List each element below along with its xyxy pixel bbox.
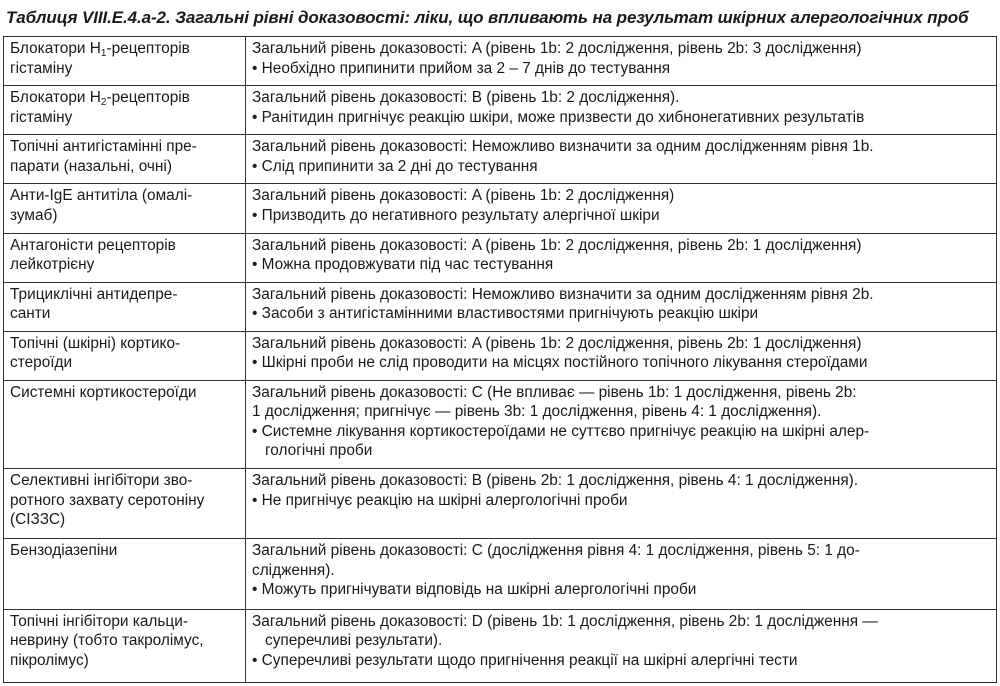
table-row bbox=[4, 380, 997, 468]
drug-label-line: Анти-IgE антитіла (омалі- bbox=[10, 187, 193, 205]
drug-label-line: Селективні інгібітори зво- bbox=[10, 472, 193, 490]
table-title: Таблиця VIII.E.4.a-2. Загальні рівні доказовості: ліки, що впливають на результат шкірних алергологічних проб bbox=[6, 8, 969, 27]
drug-subscript: 1 bbox=[100, 48, 107, 59]
drug-cell bbox=[4, 539, 246, 609]
evidence-note: • Можуть пригнічувати відповідь на шкірні алергологічні проби bbox=[252, 580, 990, 600]
drug-label-line: лейкотрієну bbox=[10, 256, 95, 274]
drug-cell bbox=[4, 86, 246, 135]
table-row bbox=[4, 135, 997, 184]
evidence-note: • Не пригнічує реакцію на шкірні алергологічні проби bbox=[252, 491, 990, 511]
table-row bbox=[4, 331, 997, 380]
table-row bbox=[4, 184, 997, 233]
evidence-level: Загальний рівень доказовості: Неможливо визначити за одним дослідженням рівня 1b. bbox=[252, 138, 874, 156]
evidence-cell bbox=[246, 37, 997, 86]
evidence-level: слідження). bbox=[252, 561, 335, 579]
drug-cell bbox=[4, 135, 246, 184]
drug-label-line: зумаб) bbox=[10, 206, 58, 224]
table-row bbox=[4, 282, 997, 331]
drug-label-part: Блокатори H bbox=[10, 40, 101, 57]
evidence-cell bbox=[246, 331, 997, 380]
evidence-table bbox=[3, 36, 997, 683]
evidence-cell bbox=[246, 184, 997, 233]
drug-cell bbox=[4, 233, 246, 282]
evidence-level: Загальний рівень доказовості: D (рівень 1b: 1 дослідження, рівень 2b: 1 дослідження — bbox=[252, 612, 878, 630]
drug-subscript: 2 bbox=[100, 97, 107, 109]
drug-label-line: Бензодіазепіни bbox=[10, 542, 118, 560]
drug-cell bbox=[4, 380, 246, 468]
evidence-level: Загальний рівень доказовості: C (дослідження рівня 4: 1 дослідження, рівень 5: 1 до- bbox=[252, 542, 860, 560]
evidence-cell bbox=[246, 233, 997, 282]
evidence-level: Загальний рівень доказовості: A (рівень 1b: 2 дослідження, рівень 2b: 1 дослідження) bbox=[252, 236, 862, 254]
evidence-cell bbox=[246, 282, 997, 331]
drug-label-line: Топічні інгібітори кальци- bbox=[10, 612, 188, 630]
evidence-level: Загальний рівень доказовості: Неможливо визначити за одним дослідженням рівня 2b. bbox=[252, 285, 874, 303]
table-row bbox=[4, 86, 997, 135]
evidence-note: • Необхідно припинити прийом за 2 – 7 днів до тестування bbox=[252, 59, 990, 79]
evidence-note: • Можна продовжувати під час тестування bbox=[252, 255, 990, 275]
table-row bbox=[4, 539, 997, 609]
evidence-note: • Шкірні проби не слід проводити на місцях постійного топічного лікування стероїдами bbox=[252, 353, 990, 373]
drug-cell bbox=[4, 609, 246, 682]
evidence-level: Загальний рівень доказовості: A (рівень 1b: 2 дослідження, рівень 2b: 1 дослідження) bbox=[252, 334, 862, 352]
evidence-note: • Засоби з антигістамінними властивостями пригнічують реакцію шкіри bbox=[252, 304, 990, 324]
table-row bbox=[4, 609, 997, 682]
drug-label-part: -рецепторів bbox=[106, 40, 190, 57]
evidence-note: • Ранітидин пригнічує реакцію шкіри, може призвести до хибнонегативних результатів bbox=[252, 108, 990, 128]
evidence-note: гологічні проби bbox=[265, 442, 373, 460]
drug-label-part: Блокатори H bbox=[10, 89, 101, 107]
drug-label-part: -рецепторів bbox=[106, 89, 190, 107]
drug-label-line: неврину (тобто такролімус, bbox=[10, 632, 204, 650]
evidence-level: Загальний рівень доказовості: A (рівень 1b: 2 дослідження) bbox=[252, 187, 675, 205]
drug-label-line: гістаміну bbox=[10, 59, 73, 77]
drug-label-line: Трициклічні антидепре- bbox=[10, 285, 178, 303]
drug-cell bbox=[4, 282, 246, 331]
evidence-cell bbox=[246, 539, 997, 609]
evidence-cell bbox=[246, 469, 997, 539]
evidence-note: • Системне лікування кортикостероїдами не суттєво пригнічує реакцію на шкірні алер- bbox=[252, 422, 990, 442]
table-row bbox=[4, 469, 997, 539]
drug-cell bbox=[4, 469, 246, 539]
evidence-cell bbox=[246, 86, 997, 135]
evidence-note: • Суперечливі результати щодо пригнічення реакції на шкірні алергічні тести bbox=[252, 651, 990, 671]
evidence-note: • Слід припинити за 2 дні до тестування bbox=[252, 157, 990, 177]
evidence-level: 1 дослідження; пригнічує — рівень 3b: 1 дослідження, рівень 4: 1 дослідження). bbox=[252, 403, 822, 421]
evidence-level: Загальний рівень доказовості: B (рівень 2b: 1 дослідження, рівень 4: 1 дослідження). bbox=[252, 472, 859, 490]
drug-label-line: санти bbox=[10, 305, 51, 323]
table-row bbox=[4, 233, 997, 282]
drug-label-line: (СІЗЗС) bbox=[10, 511, 66, 529]
drug-label-line: стероїди bbox=[10, 354, 73, 372]
drug-label-line: гістаміну bbox=[10, 108, 73, 126]
drug-label-line: Топічні (шкірні) кортико- bbox=[10, 334, 181, 352]
drug-label-line: ротного захвату серотоніну bbox=[10, 491, 205, 509]
evidence-level: Загальний рівень доказовості: C (Не впливає — рівень 1b: 1 дослідження, рівень 2b: bbox=[252, 383, 857, 401]
drug-label-line: пікролімус) bbox=[10, 651, 89, 669]
drug-cell bbox=[4, 184, 246, 233]
drug-label-line: парати (назальні, очні) bbox=[10, 157, 172, 175]
table-row bbox=[4, 37, 997, 86]
evidence-note: • Призводить до негативного результату алергічної шкіри bbox=[252, 206, 990, 226]
drug-cell bbox=[4, 331, 246, 380]
evidence-level: суперечливі результати). bbox=[265, 632, 443, 650]
drug-cell bbox=[4, 37, 246, 86]
evidence-cell bbox=[246, 380, 997, 468]
drug-label-line: Антагоністи рецепторів bbox=[10, 236, 176, 254]
evidence-cell bbox=[246, 135, 997, 184]
evidence-level: Загальний рівень доказовості: B (рівень 1b: 2 дослідження). bbox=[252, 89, 680, 107]
drug-label-line: Системні кортикостероїди bbox=[10, 383, 197, 401]
evidence-cell bbox=[246, 609, 997, 682]
evidence-level: Загальний рівень доказовості: A (рівень 1b: 2 дослідження, рівень 2b: 3 дослідження) bbox=[252, 40, 862, 57]
drug-label-line: Топічні антигістамінні пре- bbox=[10, 138, 197, 156]
